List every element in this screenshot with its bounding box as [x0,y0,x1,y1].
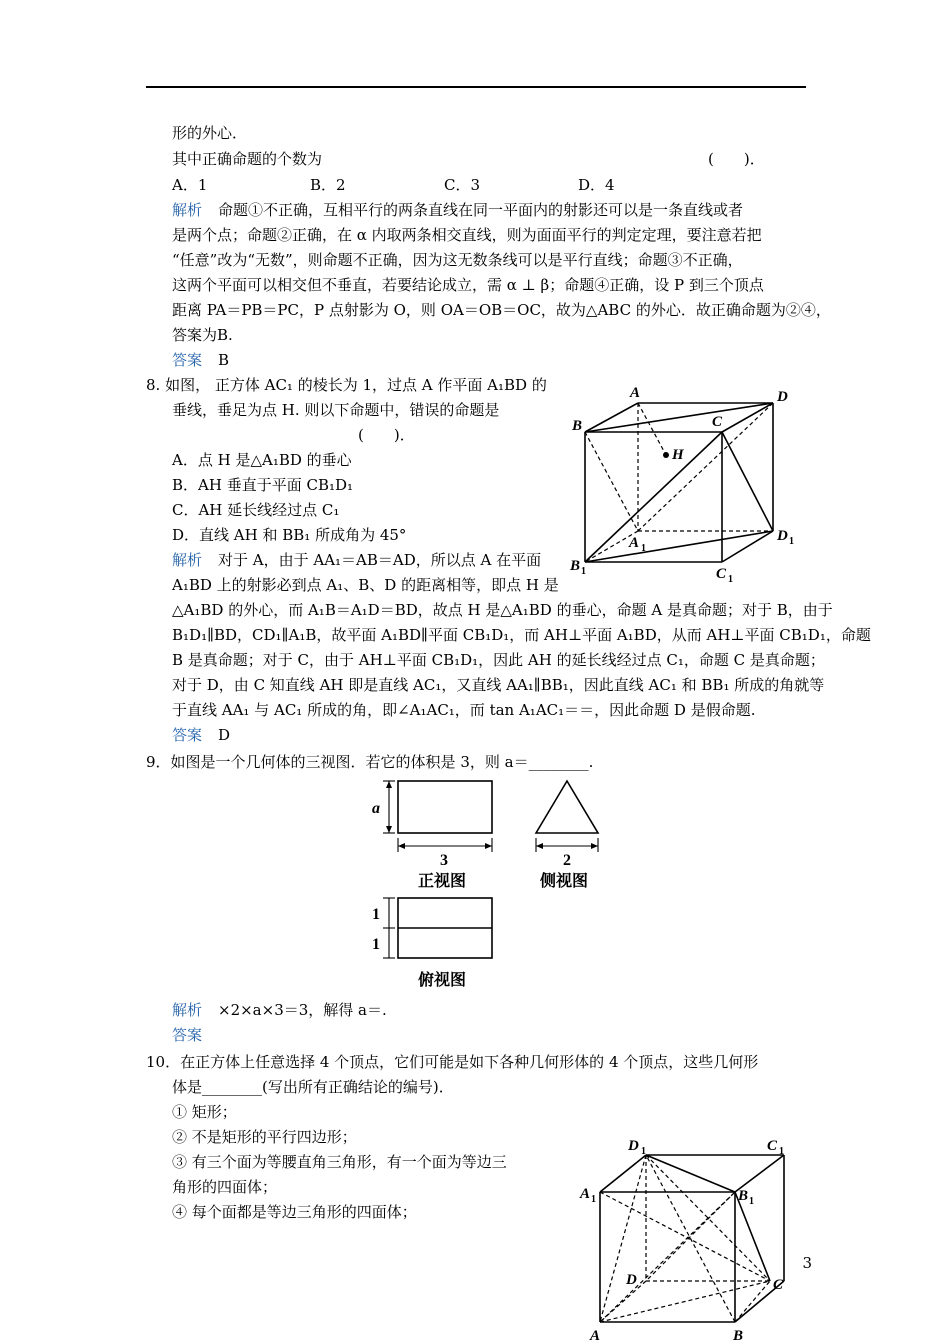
q9-jiexi-tag: 解析 [172,1001,203,1019]
q10-item-4: ④ 每个面都是等边三角形的四面体； [172,1203,417,1221]
q7-analysis-line: 这两个平面可以相交但不垂直，若要结论成立，需 α ⊥ β；命题④正确，设 P 到三个顶点 [172,276,764,294]
q10-item-3: ③ 有三个面为等腰直角三角形，有一个面为等边三 [172,1153,507,1171]
q8-analysis-line: B₁D₁∥BD，CD₁∥A₁B，故平面 A₁BD∥平面 CB₁D₁，而 AH⊥平面 A₁BD，从而 AH⊥平面 CB₁D₁，命题 [172,626,871,644]
q7-blank: ( )． [708,150,765,168]
q7-option-a: A．1 [172,176,208,194]
label-a1-sub: 1 [641,543,646,554]
q8-analysis-line: 对于 D，由 C 知直线 AH 即是直线 AC₁，又直线 AA₁∥BB₁，因此直线 AC₁ 和 BB₁ 所成的角就等 [172,676,825,694]
q8-jiexi-tag: 解析 [172,551,203,569]
label-b: B [733,1328,744,1344]
label-d: D [626,1272,637,1288]
q7-analysis-line: 是两个点；命题②正确，在 α 内取两条相交直线，则为面面平行的判定定理，要注意若把 [172,226,762,244]
q8-answer: D [218,726,231,744]
label-1-lower: 1 [372,936,380,953]
label-a1: A [629,535,640,551]
label-d1-sub: 1 [641,1146,646,1157]
q9-stem: 9．如图是一个几何体的三视图．若它的体积是 3，则 a＝________. [146,753,594,771]
q8-option-c: C．AH 延长线经过点 C₁ [172,501,340,519]
label-b1: B [738,1188,749,1204]
q7-analysis-line: 命题①不正确，互相平行的两条直线在同一平面内的射影还可以是一条直线或者 [218,201,744,219]
label-a1-sub: 1 [591,1194,596,1205]
label-1-upper: 1 [372,906,380,923]
label-c1-sub: 1 [728,574,733,585]
label-a1: A [580,1186,591,1202]
q10-item-1: ① 矩形； [172,1103,237,1121]
label-a: a [372,800,380,817]
header-rule [146,86,806,88]
q7-stem: 其中正确命题的个数为 [172,150,323,168]
q7-answer: B [218,351,230,369]
label-d: D [777,389,788,405]
label-c1: C [716,566,727,582]
label-d1-sub: 1 [789,536,794,547]
q8-option-b: B．AH 垂直于平面 CB₁D₁ [172,476,354,494]
q7-option-b: B．2 [310,176,346,194]
label-c1: C [767,1138,778,1154]
q7-jiexi-tag: 解析 [172,201,203,219]
q8-option-d: D．直线 AH 和 BB₁ 所成角为 45° [172,526,407,544]
q8-option-a: A．点 H 是△A₁BD 的垂心 [172,451,352,469]
label-b1-sub: 1 [581,566,586,577]
page-number: 3 [802,1254,812,1272]
label-c: C [773,1277,784,1293]
label-c: C [712,414,723,430]
q8-analysis-line: B 是真命题；对于 C，由于 AH⊥平面 CB₁D₁，因此 AH 的延长线经过点 C₁，命题 C 是真命题； [172,651,825,669]
label-h: H [672,447,684,463]
label-3: 3 [440,852,448,869]
q9-analysis-line: ×2×a×3＝3，解得 a＝. [218,1001,387,1019]
label-2: 2 [563,852,571,869]
q8-analysis-line: 于直线 AA₁ 与 AC₁ 所成的角，即∠A₁AC₁，而 tan A₁AC₁＝＝，因此命题 D 是假命题. [172,701,756,719]
q10-cube-figure [575,1130,800,1344]
front-view-caption: 正视图 [418,871,467,890]
q9-three-views-figure [360,770,620,990]
q10-item-3-cont: 角形的四面体； [172,1178,278,1196]
q7-line: 形的外心． [172,124,248,142]
side-view-caption: 侧视图 [540,871,589,890]
q8-stem: 8. 如图， 正方体 AC₁ 的棱长为 1，过点 A 作平面 A₁BD 的 [146,376,547,394]
q7-analysis-line: 距离 PA＝PB＝PC，P 点射影为 O，则 OA＝OB＝OC，故为△ABC 的外心．故正确命题为②④， [172,301,831,319]
q7-option-c: C．3 [444,176,481,194]
label-c1-sub: 1 [779,1146,784,1157]
top-view-caption: 俯视图 [418,970,467,989]
q8-blank: ( )． [358,426,415,444]
label-b1: B [570,558,581,574]
label-b: B [572,418,583,434]
point-h-dot [663,452,669,458]
label-d1: D [777,528,788,544]
q8-stem: 垂线，垂足为点 H. 则以下命题中，错误的命题是 [172,401,500,419]
q7-daan-tag: 答案 [172,351,203,369]
q8-analysis-line: △A₁BD 的外心，而 A₁B＝A₁D＝BD，故点 H 是△A₁BD 的垂心，命题 A 是真命题；对于 B，由于 [172,601,833,619]
q8-analysis-line: A₁BD 上的射影必到点 A₁、B、D 的距离相等，即点 H 是 [172,576,559,594]
q10-item-2: ② 不是矩形的平行四边形； [172,1128,357,1146]
q8-cube-figure [560,380,800,590]
q7-analysis-line: “任意”改为“无数”，则命题不正确，因为这无数条线可以是平行直线；命题③不正确， [172,251,743,269]
label-a: A [630,385,641,401]
label-a: A [590,1328,601,1344]
label-d1: D [628,1138,639,1154]
q8-daan-tag: 答案 [172,726,203,744]
q7-analysis-line: 答案为B. [172,326,233,344]
q10-stem: 体是________(写出所有正确结论的编号)． [172,1078,454,1096]
q9-daan-tag: 答案 [172,1026,203,1044]
q10-stem: 10．在正方体上任意选择 4 个顶点，它们可能是如下各种几何形体的 4 个顶点，这些几何形 [146,1053,759,1071]
q7-option-d: D．4 [578,176,615,194]
label-b1-sub: 1 [749,1196,754,1207]
q8-analysis-line: 对于 A，由于 AA₁＝AB＝AD，所以点 A 在平面 [218,551,542,569]
